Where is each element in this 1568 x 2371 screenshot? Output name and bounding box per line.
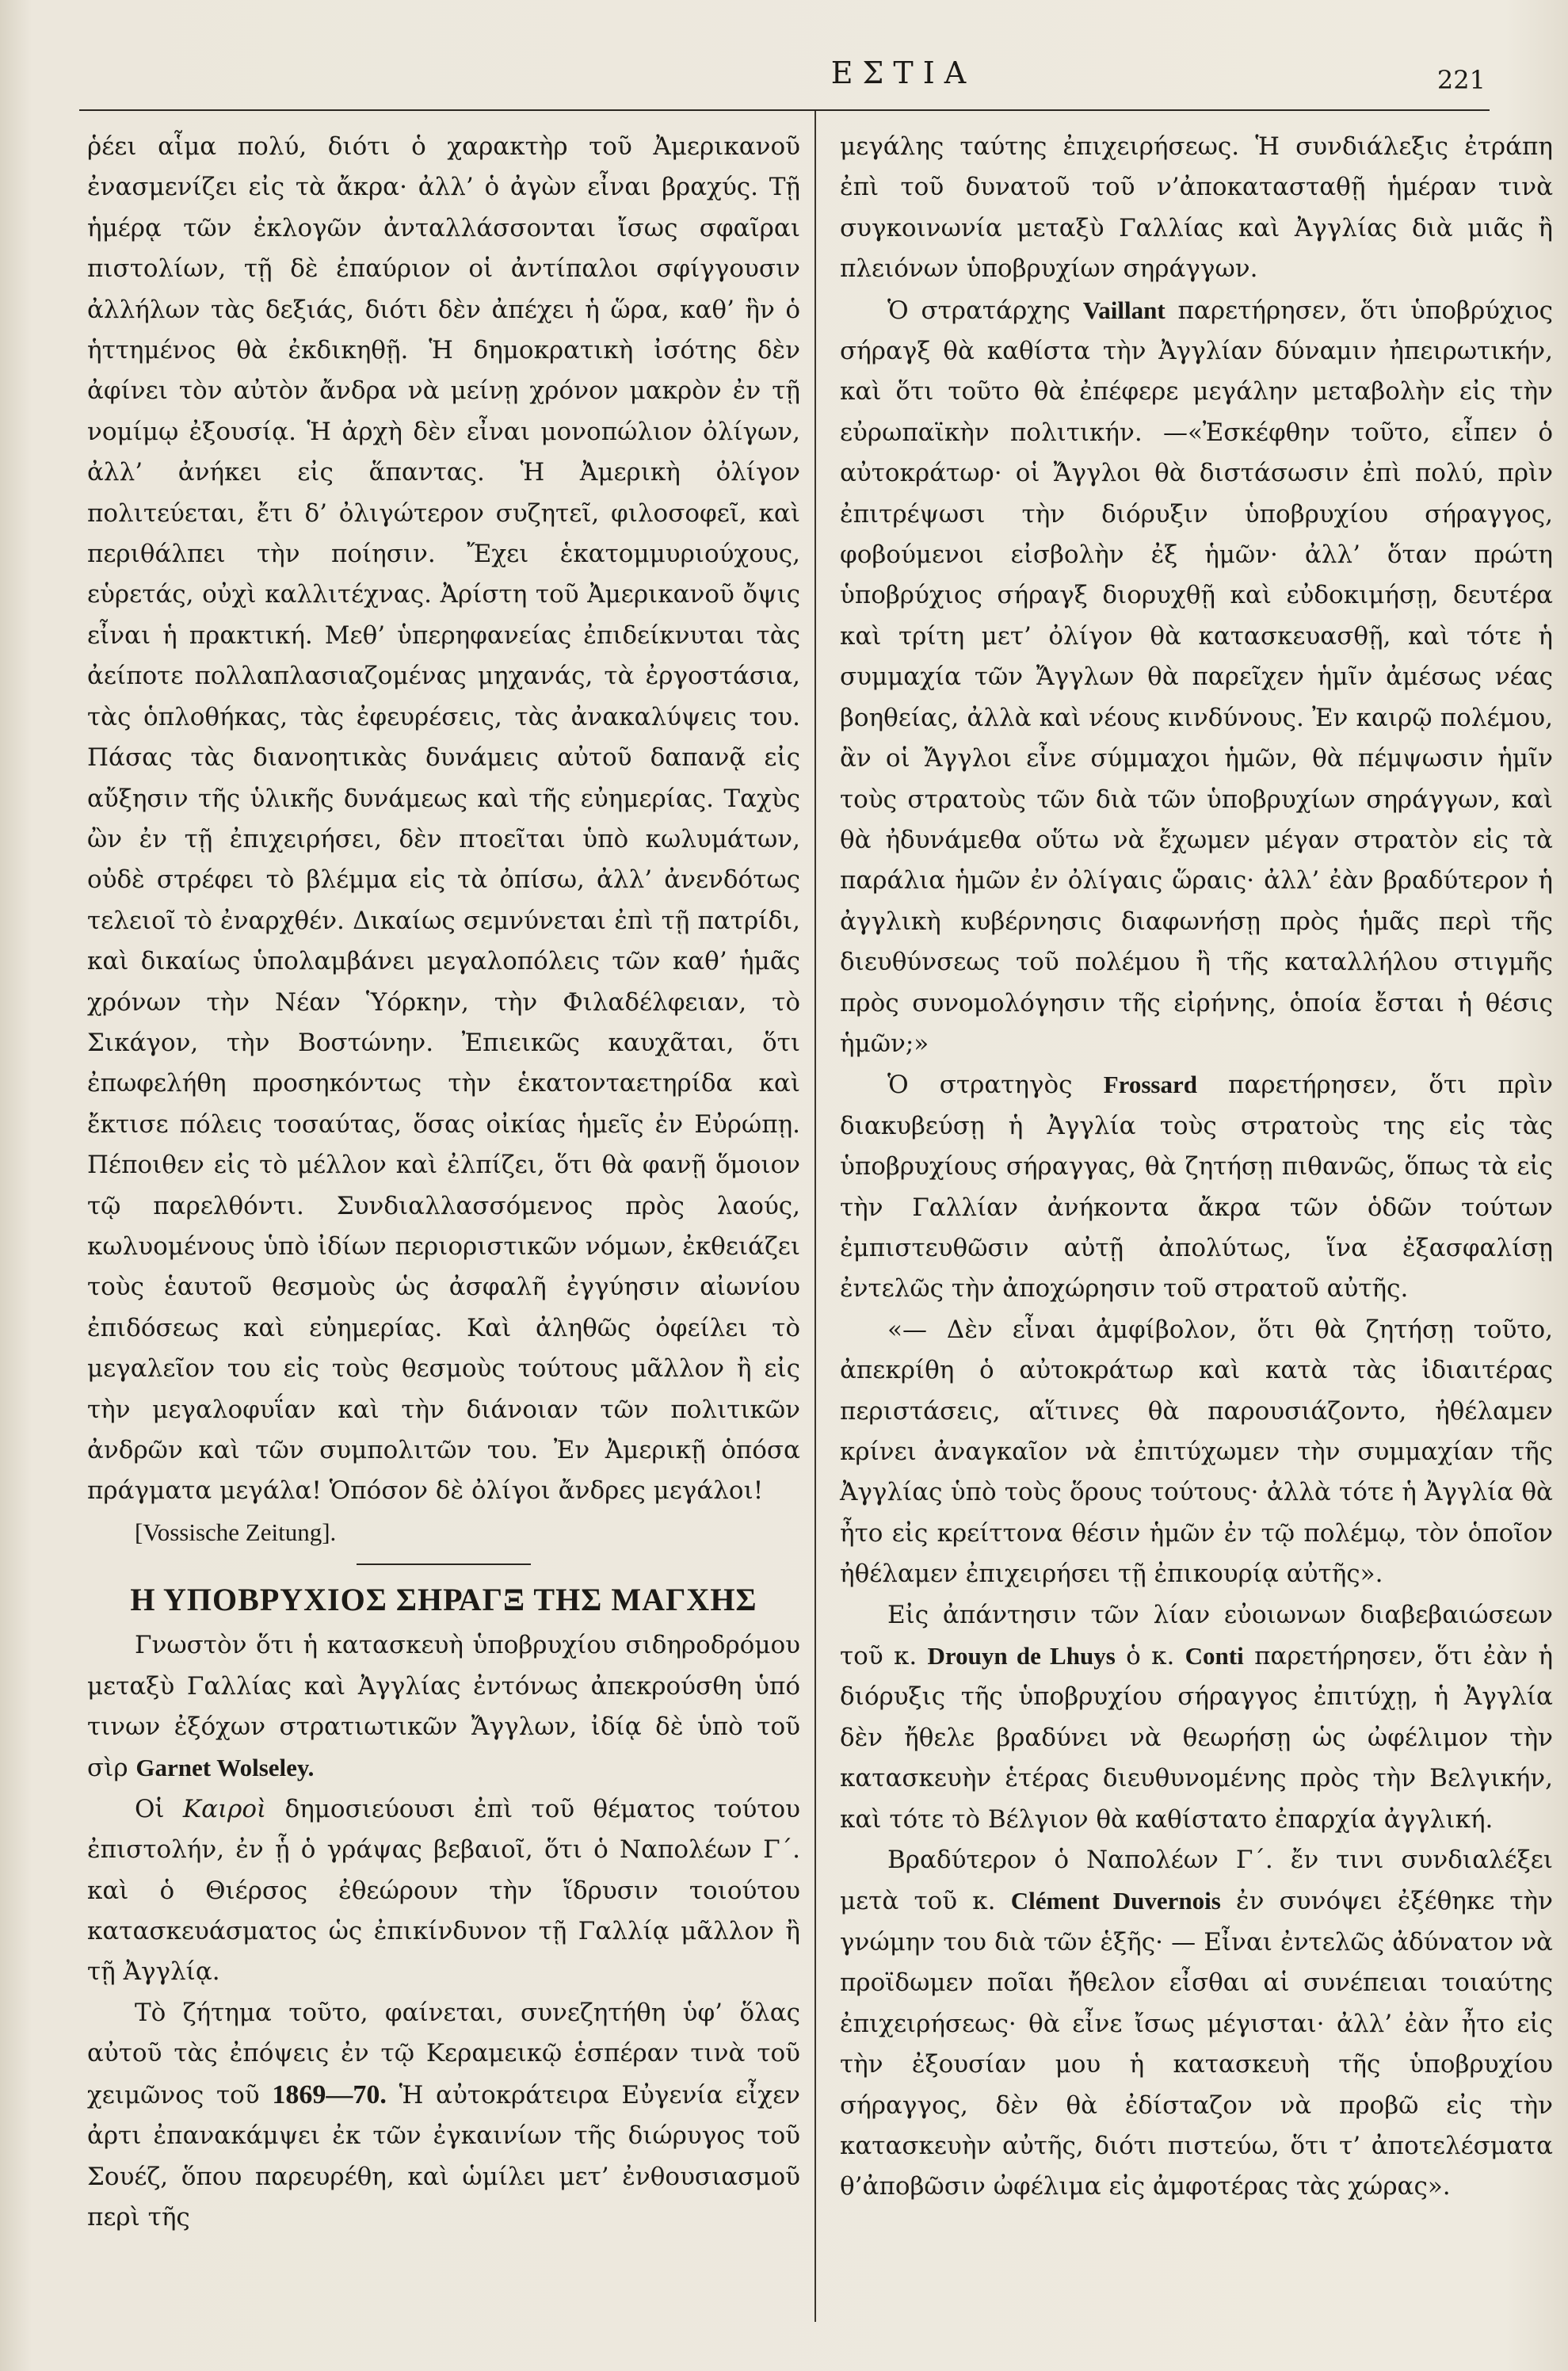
- newspaper-name: Καιροὶ: [182, 1794, 267, 1823]
- column-divider: [815, 111, 816, 2322]
- year-range: 1869—70.: [272, 2079, 387, 2109]
- person-name-drouyn: Drouyn de Lhuys: [927, 1642, 1116, 1670]
- paragraph-duvernois: [840, 1840, 1553, 2208]
- paragraph-intro: [87, 1625, 800, 1789]
- paragraph-continuation: μεγάλης ταύτης ἐπιχειρήσεως. Ἡ συνδιάλεξις ἐτράπη ἐπὶ τοῦ δυνατοῦ τοῦ ν’ἀποκατασταθῇ ἡμέραν τινὰ συγκοινωνία μεταξὺ Γαλλίας καὶ Ἀγγλίας διὰ μιᾶς ἢ πλειόνων ὑποβρυχίων σηράγγων.: [840, 132, 1553, 284]
- article-title: Η ΥΠΟΒΡΥΧΙΟΣ ΣΗΡΑΓΞ ΤΗΣ ΜΑΓΧΗΣ: [130, 1582, 757, 1618]
- person-name-wolseley: Garnet Wolseley.: [135, 1754, 315, 1782]
- running-title: ΕΣΤΙΑ: [830, 55, 976, 90]
- person-name-duvernois: Clément Duvernois: [1010, 1887, 1221, 1915]
- conti-text: παρετήρησεν, ὅτι ἐὰν ἡ διόρυξις τῆς ὑποβρυχίου σήραγγος ἐπιτύχῃ, ἡ Ἀγγλία δὲν ἤθελε βραδύνει νὰ θεωρήσῃ ὡς ὠφέλιμον τὴν κατασκευὴν ἑτέρας διευθυνομένης πρὸς τὴν Βελγικήν, καὶ τότε τὸ Βέλγιον θὰ καθίστατο ἐπαρχία ἀγγλική.: [840, 1642, 1554, 1834]
- vaillant-text: παρετήρησεν, ὅτι ὑποβρύχιος σήραγξ θὰ καθίστα τὴν Ἀγγλίαν δύναμιν ἠπειρωτικήν, καὶ ὅτι τοῦτο θὰ ἐπέφερε μεγάλην μεταβολὴν εἰς τὴν εὐρωπαϊκὴν πολιτικήν. —«Ἐσκέφθην τοῦτο, εἶπεν ὁ αὐτοκράτωρ· οἱ Ἄγγλοι θὰ διστάσωσιν ἐπὶ πολύ, πρὶν ἐπιτρέψωσι τὴν διόρυξιν ὑποβρυχίου σήραγγος, φοβούμενοι εἰσβολὴν ἐξ ἡμῶν· ἀλλ’ ὅταν πρώτη ὑποβρύχιος σήραγξ διορυχθῇ καὶ εὐδοκιμήσῃ, δευτέρα καὶ τρίτη μετ’ ὀλίγον θὰ κατασκευασθῇ, καὶ τότε ἡ συμμαχία τῶν Ἄγγλων θὰ παρεῖχεν ἡμῖν ἀμέσως νέας βοηθείας, ἀλλὰ καὶ νέους κινδύνους. Ἐν καιρῷ πολέμου, ἂν οἱ Ἄγγλοι εἶνε σύμμαχοι ἡμῶν, θὰ πέμψωσιν ἡμῖν τοὺς στρατοὺς τῶν διὰ τῶν ὑποβρυχίων σηράγγων, καὶ θὰ ἠδυνάμεθα οὕτω νὰ ἔχωμεν μέγαν στρατὸν εἰς τὰ παράλια ἡμῶν ἐν ὀλίγαις ὥραις· ἀλλ’ ἐὰν βραδύτερον ἡ ἀγγλικὴ κυβέρνησις διαφωνήσῃ πρὸς ἡμᾶς περὶ τῆς διευθύνσεως τοῦ πολέμου ἢ τῆς καταλλήλου στιγμῆς πρὸς συνομολόγησιν τῆς εἰρήνης, ὁποία ἔσται ἡ θέσις ἡμῶν;»: [840, 296, 1553, 1058]
- vaillant-lead: Ὁ στρατάρχης: [887, 296, 1070, 325]
- paragraph-frossard: [840, 1064, 1553, 1309]
- section-rule: [357, 1563, 531, 1565]
- page-number: 221: [1436, 65, 1486, 95]
- paragraph-kairoi: [87, 1789, 800, 1993]
- source-citation: [Vossische Zeitung].: [135, 1518, 337, 1546]
- frossard-text: παρετήρησεν, ὅτι πρὶν διακυβεύσῃ ἡ Ἀγγλία τοὺς στρατοὺς της εἰς τὰς ὑποβρυχίους σήραγγας, θὰ ζητήσῃ πιθανῶς, ὅπως τὰ εἰς τὴν Γαλλίαν ἀνήκοντα ἄκρα τῶν ὁδῶν τούτων ἐμπιστευθῶσιν αὐτῇ ἀπολύτως, ἵνα ἐξασφαλίσῃ ἐντελῶς τὴν ἀποχώρησιν τοῦ στρατοῦ αὐτῆς.: [840, 1071, 1553, 1304]
- paragraph-vaillant: [840, 290, 1553, 1065]
- paragraph-conti: [840, 1595, 1553, 1840]
- kairoi-lead: Οἱ: [135, 1794, 165, 1823]
- person-name-conti: Conti: [1185, 1642, 1244, 1670]
- duvernois-text: ἐν συνόψει ἐξέθηκε τὴν γνώμην του διὰ τῶν ἑξῆς· — Εἶναι ἐντελῶς ἀδύνατον νὰ προϊδωμεν ποῖαι ἤθελον εἶσθαι αἱ συνέπειαι τοιαύτης ἐπιχειρήσεως· θὰ εἶνε ἴσως μέγισται· ἀλλ’ ἐὰν ἦτο εἰς τὴν ἐξουσίαν μου ἡ κατασκευὴ τῆς ὑποβρυχίου σήραγγος, δὲν θὰ ἐδίσταζον νὰ προβῶ εἰς τὴν κατασκευὴν αὐτῆς, διότι πιστεύω, ὅτι τ’ ἀποτελέσματα θ’ἀποβῶσιν ὠφέλιμα εἰς ἀμφοτέρας τὰς χώρας».: [840, 1887, 1554, 2201]
- left-column: [87, 127, 800, 2238]
- person-name-frossard: Frossard: [1103, 1071, 1197, 1099]
- conti-lead: Εἰς ἀπάντησιν τῶν λίαν εὐοιωνων διαβεβαιώσεων τοῦ κ.: [840, 1600, 1553, 1671]
- person-name-vaillant: Vaillant: [1082, 296, 1166, 324]
- header-rule: [79, 109, 1490, 111]
- right-column: [840, 127, 1553, 2208]
- duvernois-lead: Βραδύτερον ὁ Ναπολέων Γ΄. ἔν τινι συνδιαλέξει μετὰ τοῦ κ.: [840, 1846, 1553, 1916]
- tuileries-text-cont: Ἡ αὐτοκράτειρα Εὐγενία εἶχεν ἀρτι ἐπανακάμψει ἐκ τῶν ἐγκαινίων τῆς διώρυγος τοῦ Σουέζ, ὅπου παρευρέθη, καὶ ὡμίλει μετ’ ἐνθουσιασμοῦ περὶ τῆς: [87, 2080, 800, 2232]
- intro-text: Γνωστὸν ὅτι ἡ κατασκευὴ ὑποβρυχίου σιδηροδρόμου μεταξὺ Γαλλίας καὶ Ἀγγλίας ἐντόνως ἀπεκρούσθη ὑπό τινων ἐξόχων στρατιωτικῶν Ἄγγλων, ἰδίᾳ δὲ ὑπὸ τοῦ σὶρ: [87, 1631, 800, 1783]
- paragraph-america: ῥέει αἷμα πολύ, διότι ὁ χαρακτὴρ τοῦ Ἀμερικανοῦ ἐνασμενίζει εἰς τὰ ἄκρα· ἀλλ’ ὁ ἀγὼν εἶναι βραχύς. Τῇ ἡμέρᾳ τῶν ἐκλογῶν ἀνταλλάσσονται ἴσως σφαῖραι πιστολίων, τῇ δὲ ἐπαύριον οἱ ἀντίπαλοι σφίγγουσιν ἀλλήλων τὰς δεξιάς, διότι δὲν ἀπέχει ἡ ὥρα, καθ’ ἣν ὁ ἡττημένος θὰ ἐκδικηθῇ. Ἡ δημοκρατικὴ ἰσότης δὲν ἀφίνει τὸν αὐτὸν ἄνδρα νὰ μείνῃ χρόνον μακρὸν ἐν τῇ νομίμῳ ἐξουσίᾳ. Ἡ ἀρχὴ δὲν εἶναι μονοπώλιον ὀλίγων, ἀλλ’ ἀνήκει εἰς ἅπαντας. Ἡ Ἀμερικὴ ὀλίγον πολιτεύεται, ἔτι δ’ ὀλιγώτερον συζητεῖ, φιλοσοφεῖ, καὶ περιθάλπει τὴν ποίησιν. Ἔχει ἑκατομμυριούχους, εὑρετάς, οὐχὶ καλλιτέχνας. Ἀρίστη τοῦ Ἀμερικανοῦ ὄψις εἶναι ἡ πρακτική. Μεθ’ ὑπερηφανείας ἐπιδείκνυται τὰς ἀείποτε πολλαπλασιαζομένας μηχανάς, τὰ ἐργοστάσια, τὰς ὁπλοθήκας, τὰς ἐφευρέσεις, τὰς ἀνακαλύψεις του. Πάσας τὰς διανοητικὰς δυνάμεις αὐτοῦ δαπανᾷ εἰς αὔξησιν τῆς ὑλικῆς δυνάμεως καὶ τῆς εὐημερίας. Ταχὺς ὢν ἐν τῇ ἐπιχειρήσει, δὲν πτοεῖται ὑπὸ κωλυμάτων, οὐδὲ στρέφει τὸ βλέμμα εἰς τὰ ὀπίσω, ἀλλ’ ἀνενδότως τελειοῖ τὸ ἐναρχθέν. Δικαίως σεμνύνεται ἐπὶ τῇ πατρίδι, καὶ δικαίως ὑπολαμβάνει μεγαλοπόλεις τῶν καθ’ ἡμᾶς χρόνων τὴν Νέαν Ὑόρκην, τὴν Φιλαδέλφειαν, τὸ Σικάγον, τὴν Βοστώνην. Ἐπιεικῶς καυχᾶται, ὅτι ἐπωφελήθη προσηκόντως τὴν ἑκατονταετηρίδα καὶ ἔκτισε πόλεις τοσαύτας, ὅσας οἰκίας ἡμεῖς ἐν Εὐρώπῃ. Πέποιθεν εἰς τὸ μέλλον καὶ ἐλπίζει, ὅτι θὰ φανῇ ὅμοιον τῷ παρελθόντι. Συνδιαλλασσόμενος πρὸς λαούς, κωλυομένους ὑπὸ ἰδίων περιοριστικῶν νόμων, ἐκθειάζει τοὺς ἑαυτοῦ θεσμοὺς ὡς ἀσφαλῆ ἐγγύησιν αἰωνίου ἐπιδόσεως καὶ εὐημερίας. Καὶ ἀληθῶς ὀφείλει τὸ μεγαλεῖον του εἰς τοὺς θεσμοὺς τούτους μᾶλλον ἢ εἰς τὴν μεγαλοφυΐαν καὶ τὴν διάνοιαν τῶν πολιτικῶν ἀνδρῶν καὶ τῶν συμπολιτῶν του. Ἐν Ἀμερικῇ ὁπόσα πράγματα μεγάλα! Ὁπόσον δὲ ὀλίγοι ἄνδρες μεγάλοι!: [87, 132, 800, 1506]
- conti-mid: ὁ κ.: [1126, 1642, 1175, 1671]
- frossard-lead: Ὁ στρατηγὸς: [887, 1071, 1073, 1100]
- paragraph-emperor-reply: «— Δὲν εἶναι ἀμφίβολον, ὅτι θὰ ζητήσῃ τοῦτο, ἀπεκρίθη ὁ αὐτοκράτωρ καὶ κατὰ τὰς ἰδιαιτέρας περιστάσεις, αἵτινες θὰ παρουσιάζοντο, ἠθέλαμεν κρίνει ἀναγκαῖον νὰ ἐπιτύχωμεν τὴν συμμαχίαν τῆς Ἀγγλίας ὑπὸ τοὺς ὅρους τούτους· ἀλλὰ τότε ἡ Ἀγγλία θὰ ἦτο εἰς κρείττονα θέσιν ἡμῶν ἐν τῷ πολέμῳ, τὸν ὁποῖον ἠθέλαμεν ἐπιχειρήσει τῇ ἐπικουρίᾳ αὐτῆς».: [840, 1315, 1553, 1589]
- page-header: [79, 48, 1490, 111]
- paragraph-tuileries: [87, 1993, 800, 2238]
- tuileries-text: Τὸ ζήτημα τοῦτο, φαίνεται, συνεζητήθη ὑφ’ ὅλας αὐτοῦ τὰς ἐπόψεις ἐν τῷ Κεραμεικῷ ἑσπέραν τινὰ τοῦ χειμῶνος τοῦ: [87, 1998, 800, 2109]
- kairoi-text: δημοσιεύουσι ἐπὶ τοῦ θέματος τούτου ἐπιστολήν, ἐν ᾗ ὁ γράψας βεβαιοῖ, ὅτι ὁ Ναπολέων Γ΄. καὶ ὁ Θιέρσος ἐθεώρουν τὴν ἵδρυσιν τοιούτου κατασκευάσματος ὡς ἐπικίνδυνον τῇ Γαλλίᾳ μᾶλλον ἢ τῇ Ἀγγλίᾳ.: [87, 1794, 801, 1987]
